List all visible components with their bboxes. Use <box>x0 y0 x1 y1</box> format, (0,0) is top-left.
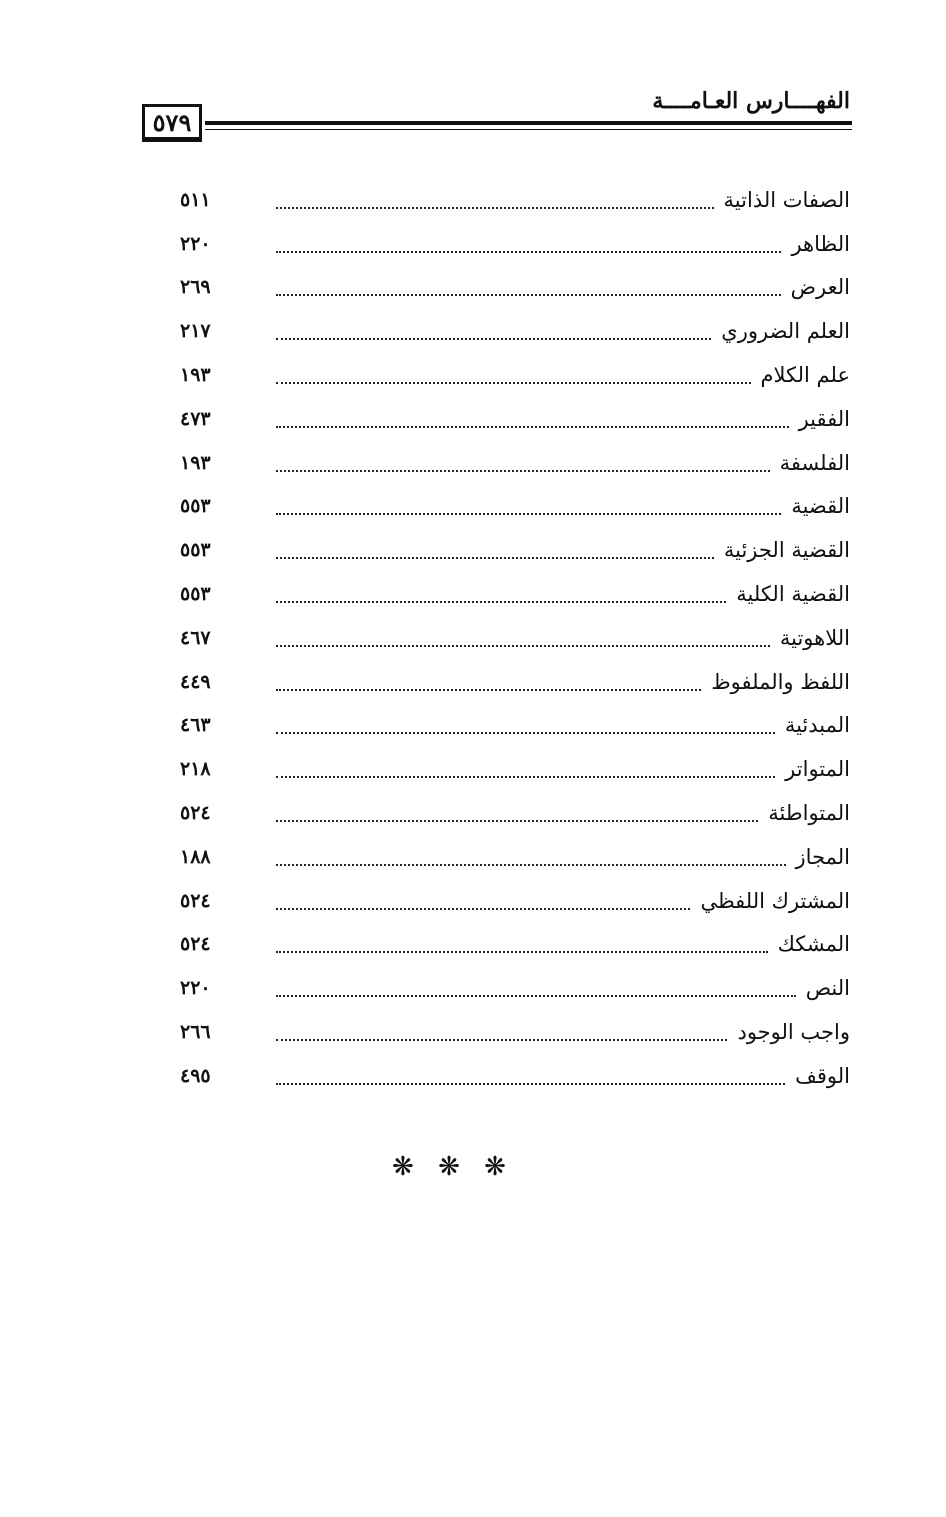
dot-leader <box>276 951 768 953</box>
dot-leader <box>276 689 701 691</box>
end-ornament: ❋ ❋ ❋ <box>392 1152 514 1182</box>
index-term: المجاز <box>795 844 850 869</box>
index-entry <box>180 441 850 485</box>
page-number-text: ٥٧٩ <box>152 107 192 137</box>
index-term: الصفات الذاتية <box>723 187 850 212</box>
index-term: النص <box>805 976 850 1001</box>
index-page-number: ٤٦٧ <box>180 626 211 649</box>
dot-leader <box>276 820 758 822</box>
index-page-number: ٤٩٥ <box>180 1064 211 1087</box>
index-term: المتواتر <box>785 757 850 782</box>
index-term: القضية الجزئية <box>723 538 850 563</box>
index-entry <box>180 616 850 660</box>
index-page-number: ٤٦٣ <box>180 714 211 737</box>
index-term: العرض <box>790 275 850 300</box>
index-entry <box>180 1054 850 1098</box>
index-page-number: ١٨٨ <box>180 845 211 868</box>
index-entry <box>180 485 850 529</box>
header-rule <box>205 121 852 125</box>
index-entry <box>180 222 850 266</box>
index-page-number: ١٩٣ <box>180 364 211 387</box>
index-term: الفقير <box>798 406 850 431</box>
index-page-number: ٥٥٣ <box>180 495 211 518</box>
index-page-number: ٥٢٤ <box>180 889 211 912</box>
index-list <box>180 178 850 1098</box>
index-entry <box>180 178 850 222</box>
index-entry <box>180 879 850 923</box>
dot-leader <box>276 513 781 515</box>
index-term: العلم الضروري <box>721 319 850 344</box>
index-page-number: ٢٢٠ <box>180 232 211 255</box>
dot-leader <box>276 864 786 866</box>
index-page-number: ٤٧٣ <box>180 407 211 430</box>
index-entry <box>180 660 850 704</box>
index-page-number: ٢١٨ <box>180 758 211 781</box>
dot-leader <box>276 1083 785 1085</box>
index-entry <box>180 572 850 616</box>
index-page-number: ٥٥٣ <box>180 539 211 562</box>
running-header-title: الفهــــارس العـامــــة <box>652 88 850 114</box>
index-page-number: ١٩٣ <box>180 451 211 474</box>
index-entry <box>180 835 850 879</box>
index-term: الوقف <box>795 1063 850 1088</box>
dot-leader <box>276 732 775 734</box>
dot-leader <box>276 601 726 603</box>
index-entry <box>180 966 850 1010</box>
index-page-number: ٢٦٦ <box>180 1021 211 1044</box>
dot-leader <box>276 251 781 253</box>
dot-leader <box>276 776 775 778</box>
index-term: علم الكلام <box>760 363 850 388</box>
index-entry <box>180 528 850 572</box>
dot-leader <box>276 645 770 647</box>
dot-leader <box>276 207 714 209</box>
dot-leader <box>276 1039 727 1041</box>
index-term: القضية الكلية <box>736 582 850 607</box>
index-term: اللفظ والملفوظ <box>711 669 850 694</box>
index-page-number: ٥٢٤ <box>180 802 211 825</box>
index-term: واجب الوجود <box>737 1020 850 1045</box>
index-entry <box>180 266 850 310</box>
index-term: الظاهر <box>791 231 850 256</box>
index-term: الفلسفة <box>779 450 850 475</box>
index-entry <box>180 704 850 748</box>
dot-leader <box>276 557 714 559</box>
index-term: اللاهوتية <box>779 625 850 650</box>
dot-leader <box>276 995 796 997</box>
index-page-number: ٢١٧ <box>180 320 211 343</box>
index-page-number: ٢٢٠ <box>180 977 211 1000</box>
index-term: المشترك اللفظي <box>700 888 850 913</box>
index-entry <box>180 923 850 967</box>
index-entry <box>180 1010 850 1054</box>
index-page-number: ٥٢٤ <box>180 933 211 956</box>
dot-leader <box>276 470 770 472</box>
dot-leader <box>276 426 789 428</box>
index-entry <box>180 791 850 835</box>
header-rule-thin <box>205 129 852 130</box>
index-page-number: ٥٥٣ <box>180 583 211 606</box>
index-term: المبدئية <box>784 713 850 738</box>
dot-leader <box>276 382 751 384</box>
dot-leader <box>276 338 711 340</box>
index-term: المشكك <box>777 932 850 957</box>
index-page-number: ٥١١ <box>180 188 211 211</box>
index-entry <box>180 747 850 791</box>
page-number <box>142 104 202 142</box>
dot-leader <box>276 908 690 910</box>
index-page-number: ٤٤٩ <box>180 670 211 693</box>
dot-leader <box>276 294 781 296</box>
index-entry <box>180 397 850 441</box>
index-term: المتواطئة <box>768 801 850 826</box>
index-term: القضية <box>791 494 850 519</box>
index-entry <box>180 309 850 353</box>
index-entry <box>180 353 850 397</box>
index-page-number: ٢٦٩ <box>180 276 211 299</box>
